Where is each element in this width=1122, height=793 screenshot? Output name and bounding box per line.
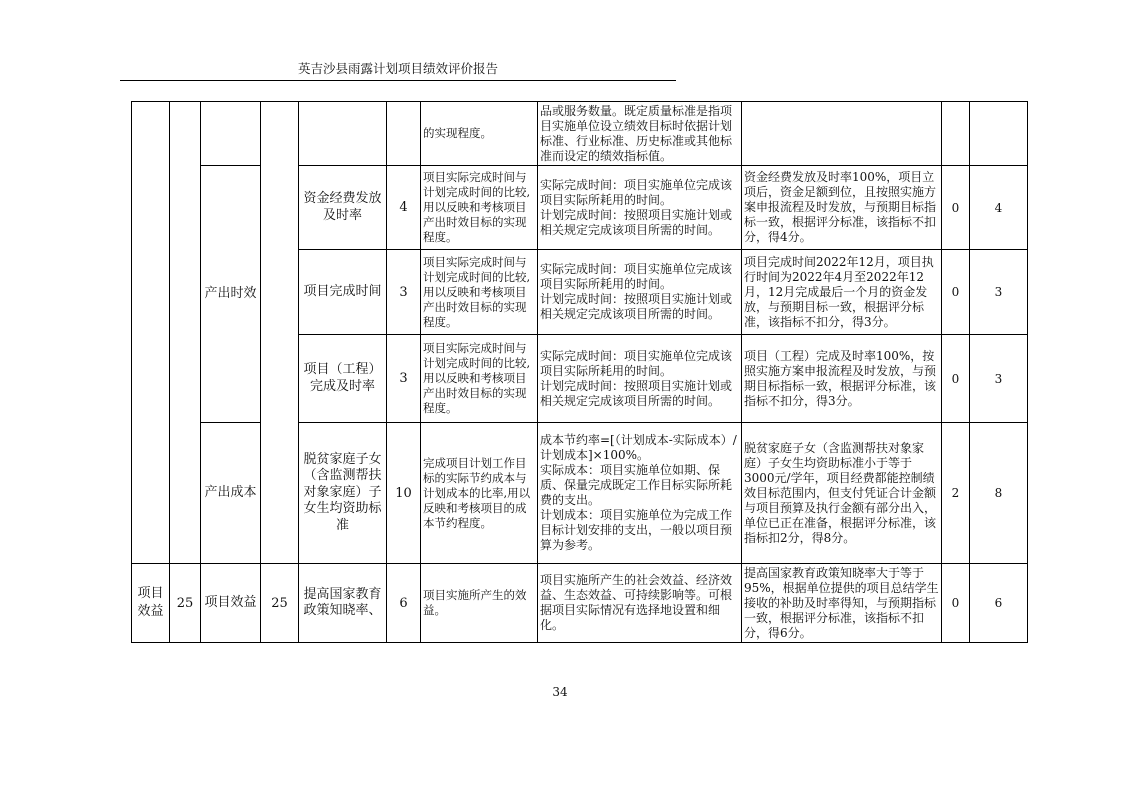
category-weight: 25 [170, 564, 201, 643]
indicator-weight: 6 [387, 564, 421, 643]
evaluation-detail: 项目完成时间2022年12月，项目执行时间为2022年4月至2022年12月，12月完成最后一个月的资金发放，与预期目标一致，根据评分标准，该指标不扣分，得3分。 [742, 250, 942, 335]
score-value: 3 [970, 335, 1028, 423]
subcategory-cell-empty [201, 102, 261, 166]
indicator-weight: 4 [387, 166, 421, 250]
indicator-explanation: 项目实际完成时间与计划完成时间的比较,用以反映和考核项目产出时效目标的实现程度。 [421, 250, 538, 335]
subcategory-label: 产出时效 [201, 166, 261, 423]
indicator-explanation: 项目实际完成时间与计划完成时间的比较,用以反映和考核项目产出时效目标的实现程度。 [421, 166, 538, 250]
deduction-value: 0 [942, 335, 970, 423]
indicator-weight: 3 [387, 250, 421, 335]
subcategory-label: 项目效益 [201, 564, 261, 643]
score-value: 6 [970, 564, 1028, 643]
score-cell-empty [970, 102, 1028, 166]
table-row [132, 564, 1028, 643]
evaluation-detail: 脱贫家庭子女（含监测帮扶对象家庭）子女生均资助标准小于等于3000元/学年，项目经费都能控制绩效目标范围内，但支付凭证合计金额与项目预算及执行金额有部分出入，单位已正在准备，根据评分标准，该指标扣2分，得8分。 [742, 423, 942, 564]
indicator-name: 脱贫家庭子女（含监测帮扶对象家庭）子女生均资助标准 [299, 423, 387, 564]
indicator-name: 资金经费发放及时率 [299, 166, 387, 250]
weight-cell-empty [387, 102, 421, 166]
indicator-name: 提高国家教育政策知晓率、 [299, 564, 387, 643]
indicator-explanation: 的实现程度。 [421, 102, 538, 166]
category-weight-cell-empty [170, 102, 201, 564]
deduction-value: 0 [942, 564, 970, 643]
page-number: 34 [552, 685, 568, 699]
indicator-explanation: 项目实施所产生的效益。 [421, 564, 538, 643]
evaluation-standard: 实际完成时间：项目实施单位完成该项目实际所耗用的时间。 计划完成时间：按照项目实施计划或相关规定完成该项目所需的时间。 [538, 250, 742, 335]
subcategory-weight-cell-empty [261, 102, 299, 564]
indicator-name: 项目完成时间 [299, 250, 387, 335]
score-value: 4 [970, 166, 1028, 250]
evaluation-standard: 实际完成时间：项目实施单位完成该项目实际所耗用的时间。 计划完成时间：按照项目实施计划或相关规定完成该项目所需的时间。 [538, 166, 742, 250]
evaluation-detail-empty [742, 102, 942, 166]
deduction-cell-empty [942, 102, 970, 166]
indicator-cell-empty [299, 102, 387, 166]
subcategory-weight: 25 [261, 564, 299, 643]
score-value: 3 [970, 250, 1028, 335]
deduction-value: 2 [942, 423, 970, 564]
evaluation-table [131, 101, 1028, 643]
evaluation-detail: 项目（工程）完成及时率100%，按照实施方案申报流程及时发放，与预期目标指标一致，根据评分标准，该指标不扣分，得3分。 [742, 335, 942, 423]
evaluation-detail: 资金经费发放及时率100%，项目立项后，资金足额到位，且按照实施方案申报流程及时发放，与预期目标指标一致，根据评分标准，该指标不扣分，得4分。 [742, 166, 942, 250]
header-rule [120, 80, 676, 81]
evaluation-standard: 品或服务数量。既定质量标准是指项目实施单位设立绩效目标时依据计划标准、行业标准、历史标准或其他标准而设定的绩效指标值。 [538, 102, 742, 166]
score-value: 8 [970, 423, 1028, 564]
indicator-explanation: 完成项目计划工作目标的实际节约成本与计划成本的比率,用以反映和考核项目的成本节约程度。 [421, 423, 538, 564]
category-cell-empty [132, 102, 170, 564]
indicator-weight: 3 [387, 335, 421, 423]
table-row [132, 102, 1028, 166]
evaluation-standard: 成本节约率=[（计划成本-实际成本）/计划成本]×100%。 实际成本：项目实施单位如期、保质、保量完成既定工作目标实际所耗费的支出。 计划成本：项目实施单位为完成工作目标计划安排的支出，一般以项目预算为参考。 [538, 423, 742, 564]
indicator-explanation: 项目实际完成时间与计划完成时间的比较,用以反映和考核项目产出时效目标的实现程度。 [421, 335, 538, 423]
indicator-name: 项目（工程）完成及时率 [299, 335, 387, 423]
deduction-value: 0 [942, 166, 970, 250]
evaluation-standard: 项目实施所产生的社会效益、经济效益、生态效益、可持续影响等。可根据项目实际情况有选择地设置和细化。 [538, 564, 742, 643]
evaluation-standard: 实际完成时间：项目实施单位完成该项目实际所耗用的时间。 计划完成时间：按照项目实施计划或相关规定完成该项目所需的时间。 [538, 335, 742, 423]
subcategory-label: 产出成本 [201, 423, 261, 564]
indicator-weight: 10 [387, 423, 421, 564]
evaluation-detail: 提高国家教育政策知晓率大于等于95%，根据单位提供的项目总结学生接收的补助及时率得知，与预期指标一致，根据评分标准，该指标不扣分，得6分。 [742, 564, 942, 643]
deduction-value: 0 [942, 250, 970, 335]
category-label: 项目效益 [132, 564, 170, 643]
report-title: 英吉沙县雨露计划项目绩效评价报告 [297, 61, 498, 76]
